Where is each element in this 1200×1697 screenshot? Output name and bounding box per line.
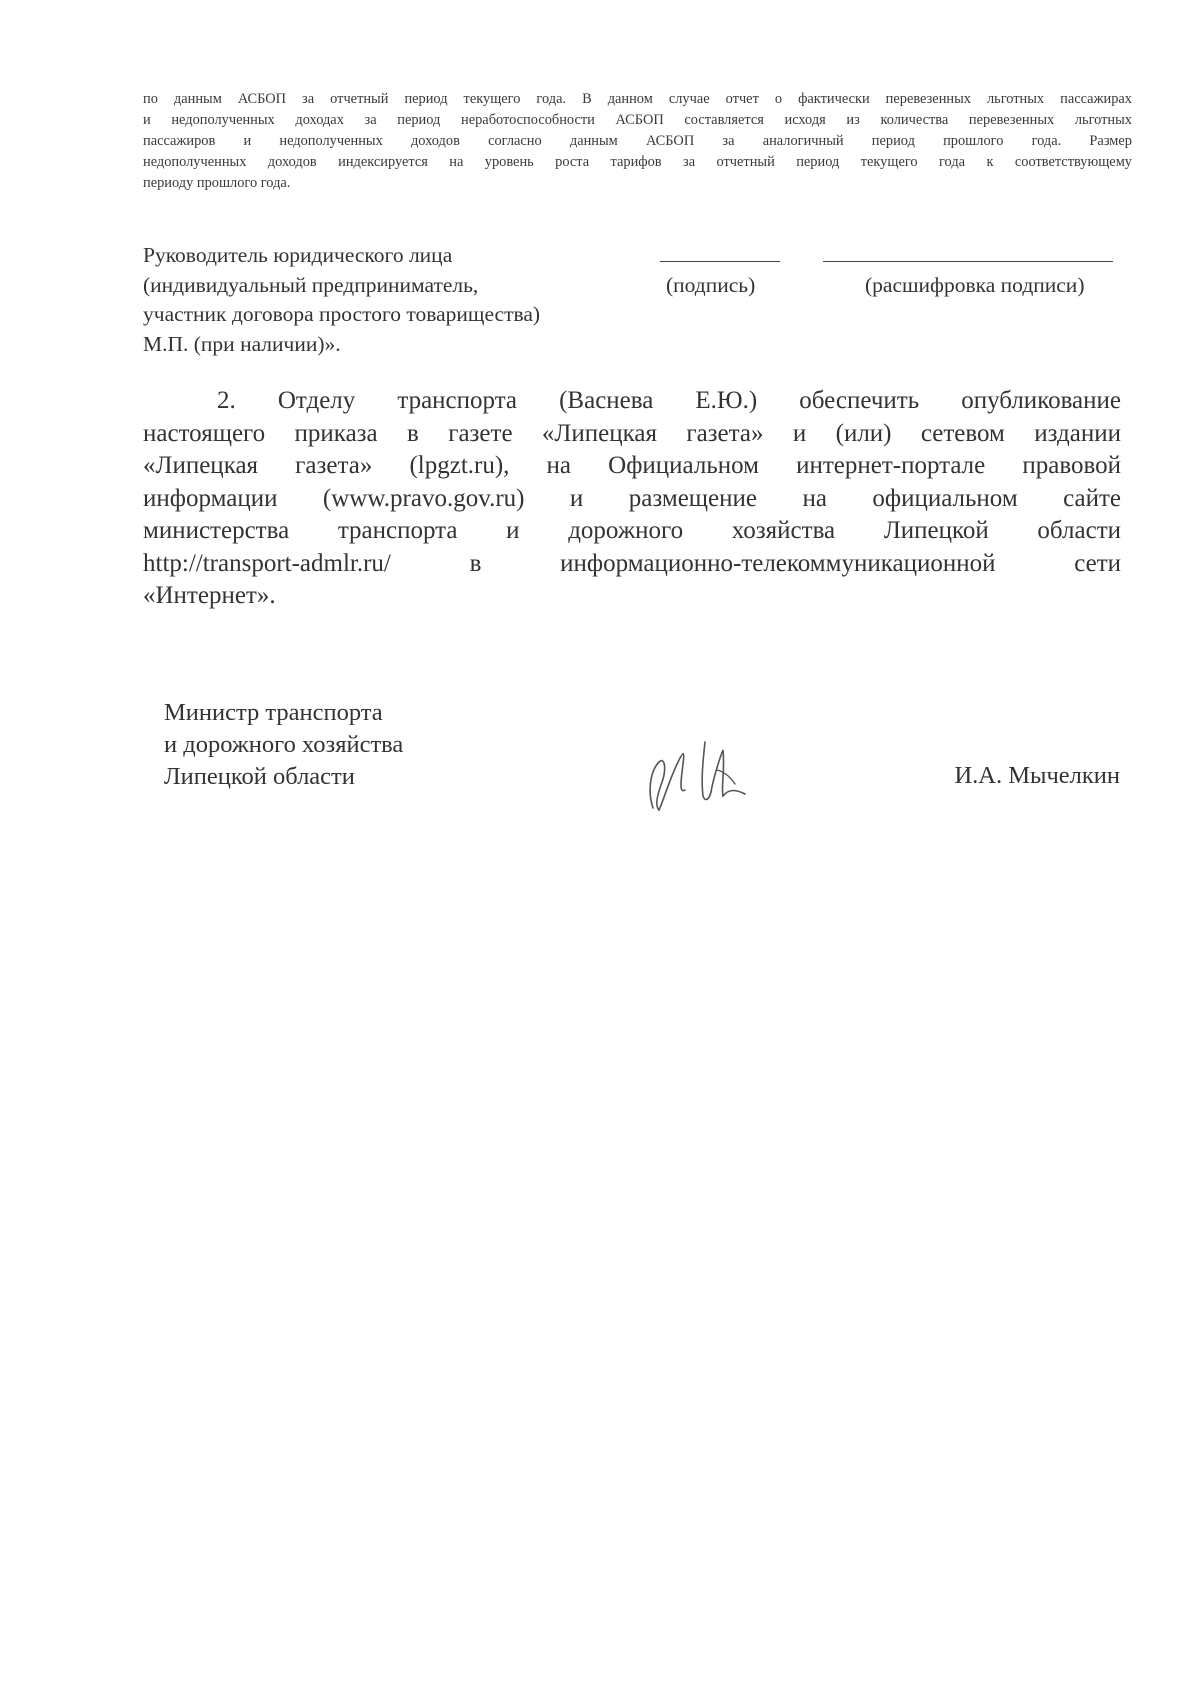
paragraph-line: информации (www.pravo.gov.ru) и размещение на официальном сайте [143,484,1121,512]
minister-title-line: и дорожного хозяйства [164,731,404,758]
signature-form-block [143,241,1123,359]
paragraph-line: министерства транспорта и дорожного хозяйства Липецкой области [143,517,1121,544]
intro-line: и недополученных доходах за период неработоспособности АСБОП составляется исходя из количества перевезенных льготных [143,112,1132,128]
signatory-line: Руководитель юридического лица [143,243,453,267]
paragraph-line: http://transport-admlr.ru/ в информационно-телекоммуникационной сети [143,549,1121,577]
minister-name: И.А. Мычелкин [954,762,1120,789]
signatory-line: участник договора простого товарищества) [143,302,541,326]
paragraph-line: «Интернет». [143,582,276,609]
intro-line: пассажиров и недополученных доходов согласно данным АСБОП за аналогичный период прошлого года. Размер [143,133,1132,149]
signature-caption: (подпись) [666,273,756,297]
handwritten-signature [645,730,755,820]
signature-underline [660,261,780,262]
paragraph-line: настоящего приказа в газете «Липецкая газета» и (или) сетевом издании [143,419,1121,447]
paragraph-line: 2. Отделу транспорта (Васнева Е.Ю.) обеспечить опубликование [217,387,1121,414]
signatory-line: М.П. (при наличии)». [143,331,341,356]
minister-title [164,697,403,793]
minister-title-line: Липецкой области [164,763,355,790]
intro-line: недополученных доходов индексируется на уровень роста тарифов за отчетный период текущего года к соответствующему [143,154,1132,170]
paragraph-2 [143,385,1121,613]
decoding-underline [823,261,1113,262]
intro-line: по данным АСБОП за отчетный период текущего года. В данном случае отчет о фактически перевезенных льготных пассажирах [143,91,1132,107]
decoding-caption: (расшифровка подписи) [865,273,1085,297]
paragraph-line: «Липецкая газета» (lpgzt.ru), на Официальном интернет-портале правовой [143,452,1121,479]
minister-title-line: Министр транспорта [164,699,383,726]
intro-line: периоду прошлого года. [143,175,291,191]
signatory-line: (индивидуальный предприниматель, [143,272,479,297]
intro-paragraph [143,89,1132,194]
